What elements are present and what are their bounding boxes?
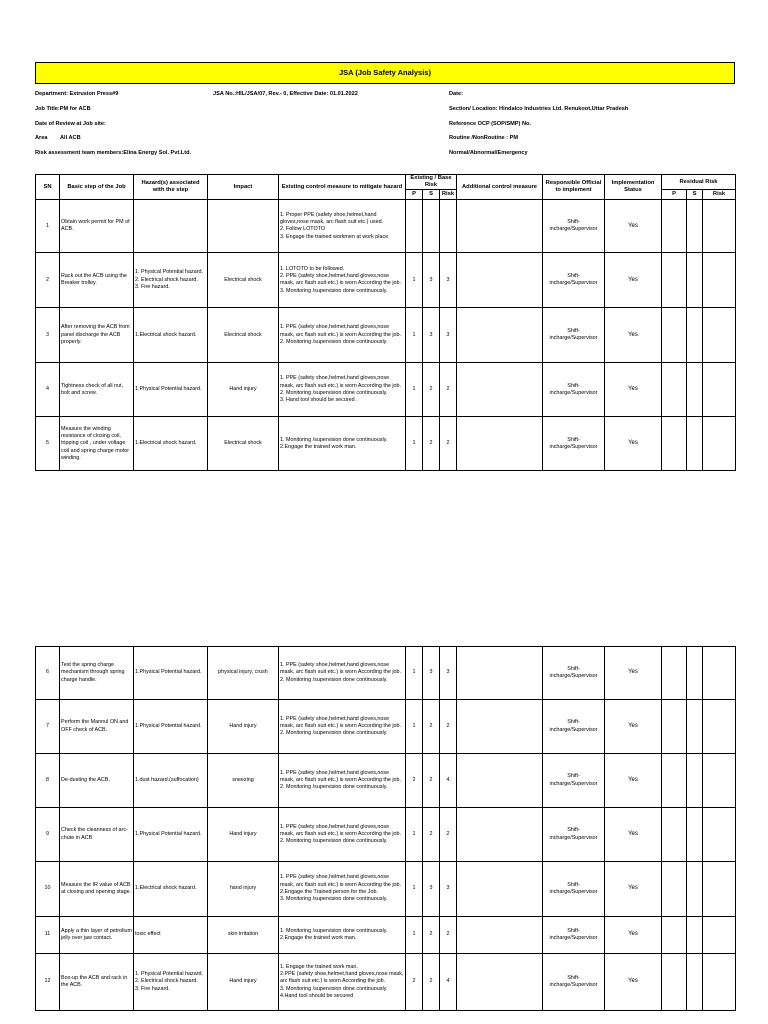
col-residual-s: S xyxy=(687,190,703,200)
row-residual-risk xyxy=(703,754,736,808)
row-additional-control xyxy=(457,700,543,754)
jsa-number-field: JSA No.:HIL/JSA/07, Rev.- 0, Effective Date: 01.01.2022 xyxy=(213,91,358,97)
row-impact: Hand injury xyxy=(208,808,279,862)
row-responsible: Shift-incharge/Supervisor xyxy=(543,862,605,917)
row-basic-step: After removing the ACB from panel discharge the ACB properly. xyxy=(60,308,134,363)
row-sn: 7 xyxy=(36,700,60,754)
row-additional-control xyxy=(457,808,543,862)
jsa-table-bottom xyxy=(35,646,736,1011)
row-base-risk: 2 xyxy=(440,417,457,471)
row-sn: 8 xyxy=(36,754,60,808)
row-base-p: 1 xyxy=(406,862,423,917)
department-field: Department: Extrusion Press#9 xyxy=(35,91,119,97)
row-sn: 3 xyxy=(36,308,60,363)
col-sn: SN xyxy=(36,175,60,200)
row-residual-risk xyxy=(703,308,736,363)
table-row xyxy=(36,308,736,363)
row-residual-p xyxy=(662,647,687,700)
row-responsible: Shift-incharge/Supervisor xyxy=(543,917,605,954)
row-implementation: Yes xyxy=(605,363,662,417)
row-additional-control xyxy=(457,363,543,417)
row-residual-p xyxy=(662,754,687,808)
table-row xyxy=(36,954,736,1011)
reference-field: Reference OCP (SOP/SMP) No. xyxy=(449,121,531,127)
row-residual-s xyxy=(687,363,703,417)
area-label: Area xyxy=(35,135,48,141)
row-impact: skin irritation xyxy=(208,917,279,954)
row-base-s: 3 xyxy=(423,253,440,308)
jsa-sheet-bottom xyxy=(35,646,735,1011)
row-responsible: Shift-incharge/Supervisor xyxy=(543,647,605,700)
row-base-s: 3 xyxy=(423,647,440,700)
row-responsible: Shift-incharge/Supervisor xyxy=(543,200,605,253)
row-impact: hand injury xyxy=(208,862,279,917)
header-info xyxy=(35,84,735,174)
row-residual-p xyxy=(662,917,687,954)
row-responsible: Shift-incharge/Supervisor xyxy=(543,308,605,363)
col-base-risk: Existing / Base Risk xyxy=(406,175,457,190)
row-implementation: Yes xyxy=(605,862,662,917)
row-hazard: 1.Physical Potential hazard. xyxy=(134,363,208,417)
table-row xyxy=(36,917,736,954)
row-base-s: 2 xyxy=(423,954,440,1011)
document-title: JSA (Job Safety Analysis) xyxy=(35,62,735,84)
row-basic-step: Obtain work permit for PM of ACB. xyxy=(60,200,134,253)
row-hazard xyxy=(134,200,208,253)
row-existing-control: 1. PPE (safety shoe,helmet,hand gloves,nose mask, arc flash suit etc.) is worn According the job. 2.Engage the Trained person for the Job. 3. Monitoring /supervision done continuously. xyxy=(279,862,406,917)
area-value: All ACB xyxy=(60,135,81,141)
row-base-s: 3 xyxy=(423,862,440,917)
table-row xyxy=(36,200,736,253)
table-row xyxy=(36,862,736,917)
row-hazard: 1. Physical Potential hazard. 2. Electrical shock hazard. 3. Fire hazard. xyxy=(134,954,208,1011)
row-basic-step: Perform the Mannul ON and OFF check of ACB. xyxy=(60,700,134,754)
row-additional-control xyxy=(457,754,543,808)
row-hazard: 1.Physical Potential hazard. xyxy=(134,808,208,862)
row-residual-risk xyxy=(703,862,736,917)
row-residual-p xyxy=(662,700,687,754)
row-residual-p xyxy=(662,862,687,917)
row-residual-s xyxy=(687,253,703,308)
row-implementation: Yes xyxy=(605,253,662,308)
table-row xyxy=(36,754,736,808)
row-impact: physical injury, crush xyxy=(208,647,279,700)
row-residual-p xyxy=(662,253,687,308)
row-residual-s xyxy=(687,700,703,754)
row-existing-control: 1. LOTOTO to be followed. 2. PPE (safety shoe,helmet,hand gloves,nose mask, arc flash suit etc.) is worn According the job. 3. Monitoring /supervision done continuously. xyxy=(279,253,406,308)
row-residual-p xyxy=(662,363,687,417)
row-base-p: 2 xyxy=(406,754,423,808)
row-implementation: Yes xyxy=(605,647,662,700)
row-residual-s xyxy=(687,954,703,1011)
row-basic-step: Tightness check of all nut, bolt and screw. xyxy=(60,363,134,417)
row-residual-risk xyxy=(703,700,736,754)
row-responsible: Shift-incharge/Supervisor xyxy=(543,363,605,417)
row-responsible: Shift-incharge/Supervisor xyxy=(543,954,605,1011)
col-impact: Impact xyxy=(208,175,279,200)
row-sn: 5 xyxy=(36,417,60,471)
row-base-risk: 4 xyxy=(440,954,457,1011)
row-responsible: Shift-incharge/Supervisor xyxy=(543,754,605,808)
row-base-p: 1 xyxy=(406,808,423,862)
row-base-p: 1 xyxy=(406,308,423,363)
row-existing-control: 1. PPE (safety shoe,helmet,hand gloves,nose mask, arc flash suit etc.) is worn According the job. 2. Monitoring /supervision done continuously. 3. Hand tool should be secured . xyxy=(279,363,406,417)
row-impact: Electrical shock xyxy=(208,417,279,471)
row-hazard: toxic effect xyxy=(134,917,208,954)
col-implementation: Implementation Status xyxy=(605,175,662,200)
row-hazard: 1.Electrical shock hazard. xyxy=(134,308,208,363)
row-implementation: Yes xyxy=(605,308,662,363)
row-impact: Electrical shock xyxy=(208,253,279,308)
row-residual-s xyxy=(687,754,703,808)
row-hazard: 1.dust hazard.(suffocation) xyxy=(134,754,208,808)
row-responsible: Shift-incharge/Supervisor xyxy=(543,808,605,862)
date-field: Date: xyxy=(449,91,463,97)
team-field: Risk assessment team members:Elina Energy Sol. Pvt.Ltd. xyxy=(35,150,192,156)
row-sn: 1 xyxy=(36,200,60,253)
row-base-p: 1 xyxy=(406,647,423,700)
row-base-s: 2 xyxy=(423,700,440,754)
col-residual-p: P xyxy=(662,190,687,200)
row-residual-risk xyxy=(703,647,736,700)
row-sn: 12 xyxy=(36,954,60,1011)
row-base-s: 2 xyxy=(423,417,440,471)
table-row xyxy=(36,700,736,754)
row-base-s: 2 xyxy=(423,754,440,808)
row-residual-risk xyxy=(703,917,736,954)
row-sn: 6 xyxy=(36,647,60,700)
table-body-bottom xyxy=(36,647,736,1011)
row-impact: Hand injury xyxy=(208,363,279,417)
row-existing-control: 1. PPE (safety shoe,helmet,hand gloves,nose mask, arc flash suit etc.) is worn According the job. 2. Monitoring /supervision done continuously. xyxy=(279,754,406,808)
row-residual-s xyxy=(687,862,703,917)
row-sn: 9 xyxy=(36,808,60,862)
row-hazard: 1. Physical Potential hazard. 2. Electrical shock hazard. 3. Fire hazard. xyxy=(134,253,208,308)
row-impact: sneezing xyxy=(208,754,279,808)
row-base-p xyxy=(406,200,423,253)
review-date-field: Date of Review at Job site: xyxy=(35,121,106,127)
table-row xyxy=(36,253,736,308)
row-basic-step: Rack out the ACB using the Breaker trolley. xyxy=(60,253,134,308)
col-basic-step: Basic step of the Job xyxy=(60,175,134,200)
row-additional-control xyxy=(457,308,543,363)
jsa-sheet-top xyxy=(35,62,735,471)
row-basic-step: Apply a thin layer of petrolium jelly over jaw contact. xyxy=(60,917,134,954)
row-additional-control xyxy=(457,253,543,308)
row-implementation: Yes xyxy=(605,917,662,954)
job-title-field: Job Title:PM for ACB xyxy=(35,106,91,112)
row-base-risk: 4 xyxy=(440,754,457,808)
row-residual-p xyxy=(662,808,687,862)
row-residual-p xyxy=(662,417,687,471)
row-base-risk: 3 xyxy=(440,253,457,308)
row-responsible: Shift-incharge/Supervisor xyxy=(543,700,605,754)
row-base-p: 2 xyxy=(406,954,423,1011)
row-residual-s xyxy=(687,917,703,954)
row-responsible: Shift-incharge/Supervisor xyxy=(543,417,605,471)
row-base-p: 1 xyxy=(406,917,423,954)
row-existing-control: 1. PPE (safety shoe,helmet,hand gloves,nose mask, arc flash suit etc.) is worn According the job. 2. Monitoring /supervision done continuously. xyxy=(279,308,406,363)
row-base-s: 2 xyxy=(423,917,440,954)
row-existing-control: 1. PPE (safety shoe,helmet,hand gloves,nose mask, arc flash suit etc.) is worn According the job. 2. Monitoring /supervision done continuously. xyxy=(279,808,406,862)
row-basic-step: Measure the winding resistance of closing coil, tripping coil , under voltage coil and spring charge motor winding. xyxy=(60,417,134,471)
table-row xyxy=(36,417,736,471)
row-base-s: 2 xyxy=(423,363,440,417)
jsa-table-top xyxy=(35,174,736,471)
row-base-risk: 3 xyxy=(440,647,457,700)
row-additional-control xyxy=(457,862,543,917)
row-residual-s xyxy=(687,417,703,471)
section-field: Section/ Location: Hindalco Industries Ltd. Renukoot,Uttar Pradesh xyxy=(449,106,629,112)
row-implementation: Yes xyxy=(605,808,662,862)
row-base-s: 2 xyxy=(423,808,440,862)
row-basic-step: Check the cleanness of arc-chute in ACB xyxy=(60,808,134,862)
row-base-p: 1 xyxy=(406,700,423,754)
table-body-top xyxy=(36,200,736,471)
row-additional-control xyxy=(457,647,543,700)
row-residual-risk xyxy=(703,808,736,862)
table-row xyxy=(36,363,736,417)
col-s: S xyxy=(423,190,440,200)
row-responsible: Shift-incharge/Supervisor xyxy=(543,253,605,308)
col-responsible: Responsible Official to implement xyxy=(543,175,605,200)
row-existing-control: 1. PPE (safety shoe,helmet,hand gloves,nose mask, arc flash suit etc.) is worn According the job. 2. Monitoring /supervision done continuously. xyxy=(279,647,406,700)
row-implementation: Yes xyxy=(605,417,662,471)
col-hazards: Hazard(s) associated with the step xyxy=(134,175,208,200)
row-residual-risk xyxy=(703,200,736,253)
row-impact: Hand injury xyxy=(208,954,279,1011)
row-residual-s xyxy=(687,647,703,700)
row-basic-step: Test the spring charge mechanism through spring charge handle. xyxy=(60,647,134,700)
row-implementation: Yes xyxy=(605,954,662,1011)
row-base-risk: 2 xyxy=(440,363,457,417)
row-base-p: 1 xyxy=(406,363,423,417)
row-base-risk: 2 xyxy=(440,917,457,954)
row-residual-s xyxy=(687,308,703,363)
row-sn: 10 xyxy=(36,862,60,917)
row-existing-control: 1. Monitoring /supervision done continuously. 2.Engage the trained work man. xyxy=(279,417,406,471)
row-implementation: Yes xyxy=(605,754,662,808)
row-sn: 4 xyxy=(36,363,60,417)
row-residual-risk xyxy=(703,417,736,471)
row-sn: 11 xyxy=(36,917,60,954)
row-residual-p xyxy=(662,954,687,1011)
row-basic-step: Measure the IR value of ACB at closing and opening stage. xyxy=(60,862,134,917)
row-residual-risk xyxy=(703,363,736,417)
row-base-p: 1 xyxy=(406,417,423,471)
normal-field: Normal/Abnormal/Emergency xyxy=(449,150,528,156)
row-basic-step: De-dusting the ACB. xyxy=(60,754,134,808)
row-base-risk: 3 xyxy=(440,862,457,917)
row-additional-control xyxy=(457,200,543,253)
row-base-s: 3 xyxy=(423,308,440,363)
row-existing-control: 1. PPE (safety shoe,helmet,hand gloves,nose mask, arc flash suit etc.) is worn According the job. 2. Monitoring /supervision done continuously. xyxy=(279,700,406,754)
col-existing-control: Existing control measure to mitigate hazard xyxy=(279,175,406,200)
col-additional: Additional control measure xyxy=(457,175,543,200)
row-base-risk: 2 xyxy=(440,808,457,862)
row-hazard: 1.Electrical shock hazard. xyxy=(134,862,208,917)
col-residual: Residual Risk xyxy=(662,175,736,190)
row-residual-p xyxy=(662,308,687,363)
table-row xyxy=(36,808,736,862)
row-base-risk: 2 xyxy=(440,700,457,754)
row-sn: 2 xyxy=(36,253,60,308)
table-row xyxy=(36,647,736,700)
row-base-s xyxy=(423,200,440,253)
row-residual-p xyxy=(662,200,687,253)
row-residual-s xyxy=(687,200,703,253)
row-existing-control: 1. Monitoring /supervision done continuously. 2.Engage the trained work man. xyxy=(279,917,406,954)
col-residual-risk: Risk xyxy=(703,190,736,200)
row-base-p: 1 xyxy=(406,253,423,308)
row-basic-step: Box-up the ACB and rack in the ACB. xyxy=(60,954,134,1011)
row-residual-risk xyxy=(703,954,736,1011)
col-p: P xyxy=(406,190,423,200)
row-hazard: 1.Physical Potential hazard. xyxy=(134,700,208,754)
row-residual-risk xyxy=(703,253,736,308)
row-residual-s xyxy=(687,808,703,862)
row-impact: Hand injury xyxy=(208,700,279,754)
row-existing-control: 1. Proper PPE (safety shoe,helmet,hand gloves,nose mask, arc flash suit etc.) used. 2. Follow LOTOTO 3. Engage the trained workmen at work place. xyxy=(279,200,406,253)
row-impact: Electrical shock xyxy=(208,308,279,363)
row-hazard: 1.Physical Potential hazard. xyxy=(134,647,208,700)
row-additional-control xyxy=(457,917,543,954)
row-implementation: Yes xyxy=(605,200,662,253)
row-implementation: Yes xyxy=(605,700,662,754)
routine-field: Routine /NonRoutine : PM xyxy=(449,135,518,141)
row-base-risk xyxy=(440,200,457,253)
row-base-risk: 3 xyxy=(440,308,457,363)
row-additional-control xyxy=(457,954,543,1011)
col-risk: Risk xyxy=(440,190,457,200)
row-hazard: 1.Electrical shock hazard. xyxy=(134,417,208,471)
row-additional-control xyxy=(457,417,543,471)
row-existing-control: 1. Engage the trained work man. 2.PPE (safety shoe,helmet,hand gloves,nose mask, arc flash suit etc.) is worn According the job. 3. Monitoring /supervision done continuously. 4.Hand tool should be secured xyxy=(279,954,406,1011)
row-impact xyxy=(208,200,279,253)
